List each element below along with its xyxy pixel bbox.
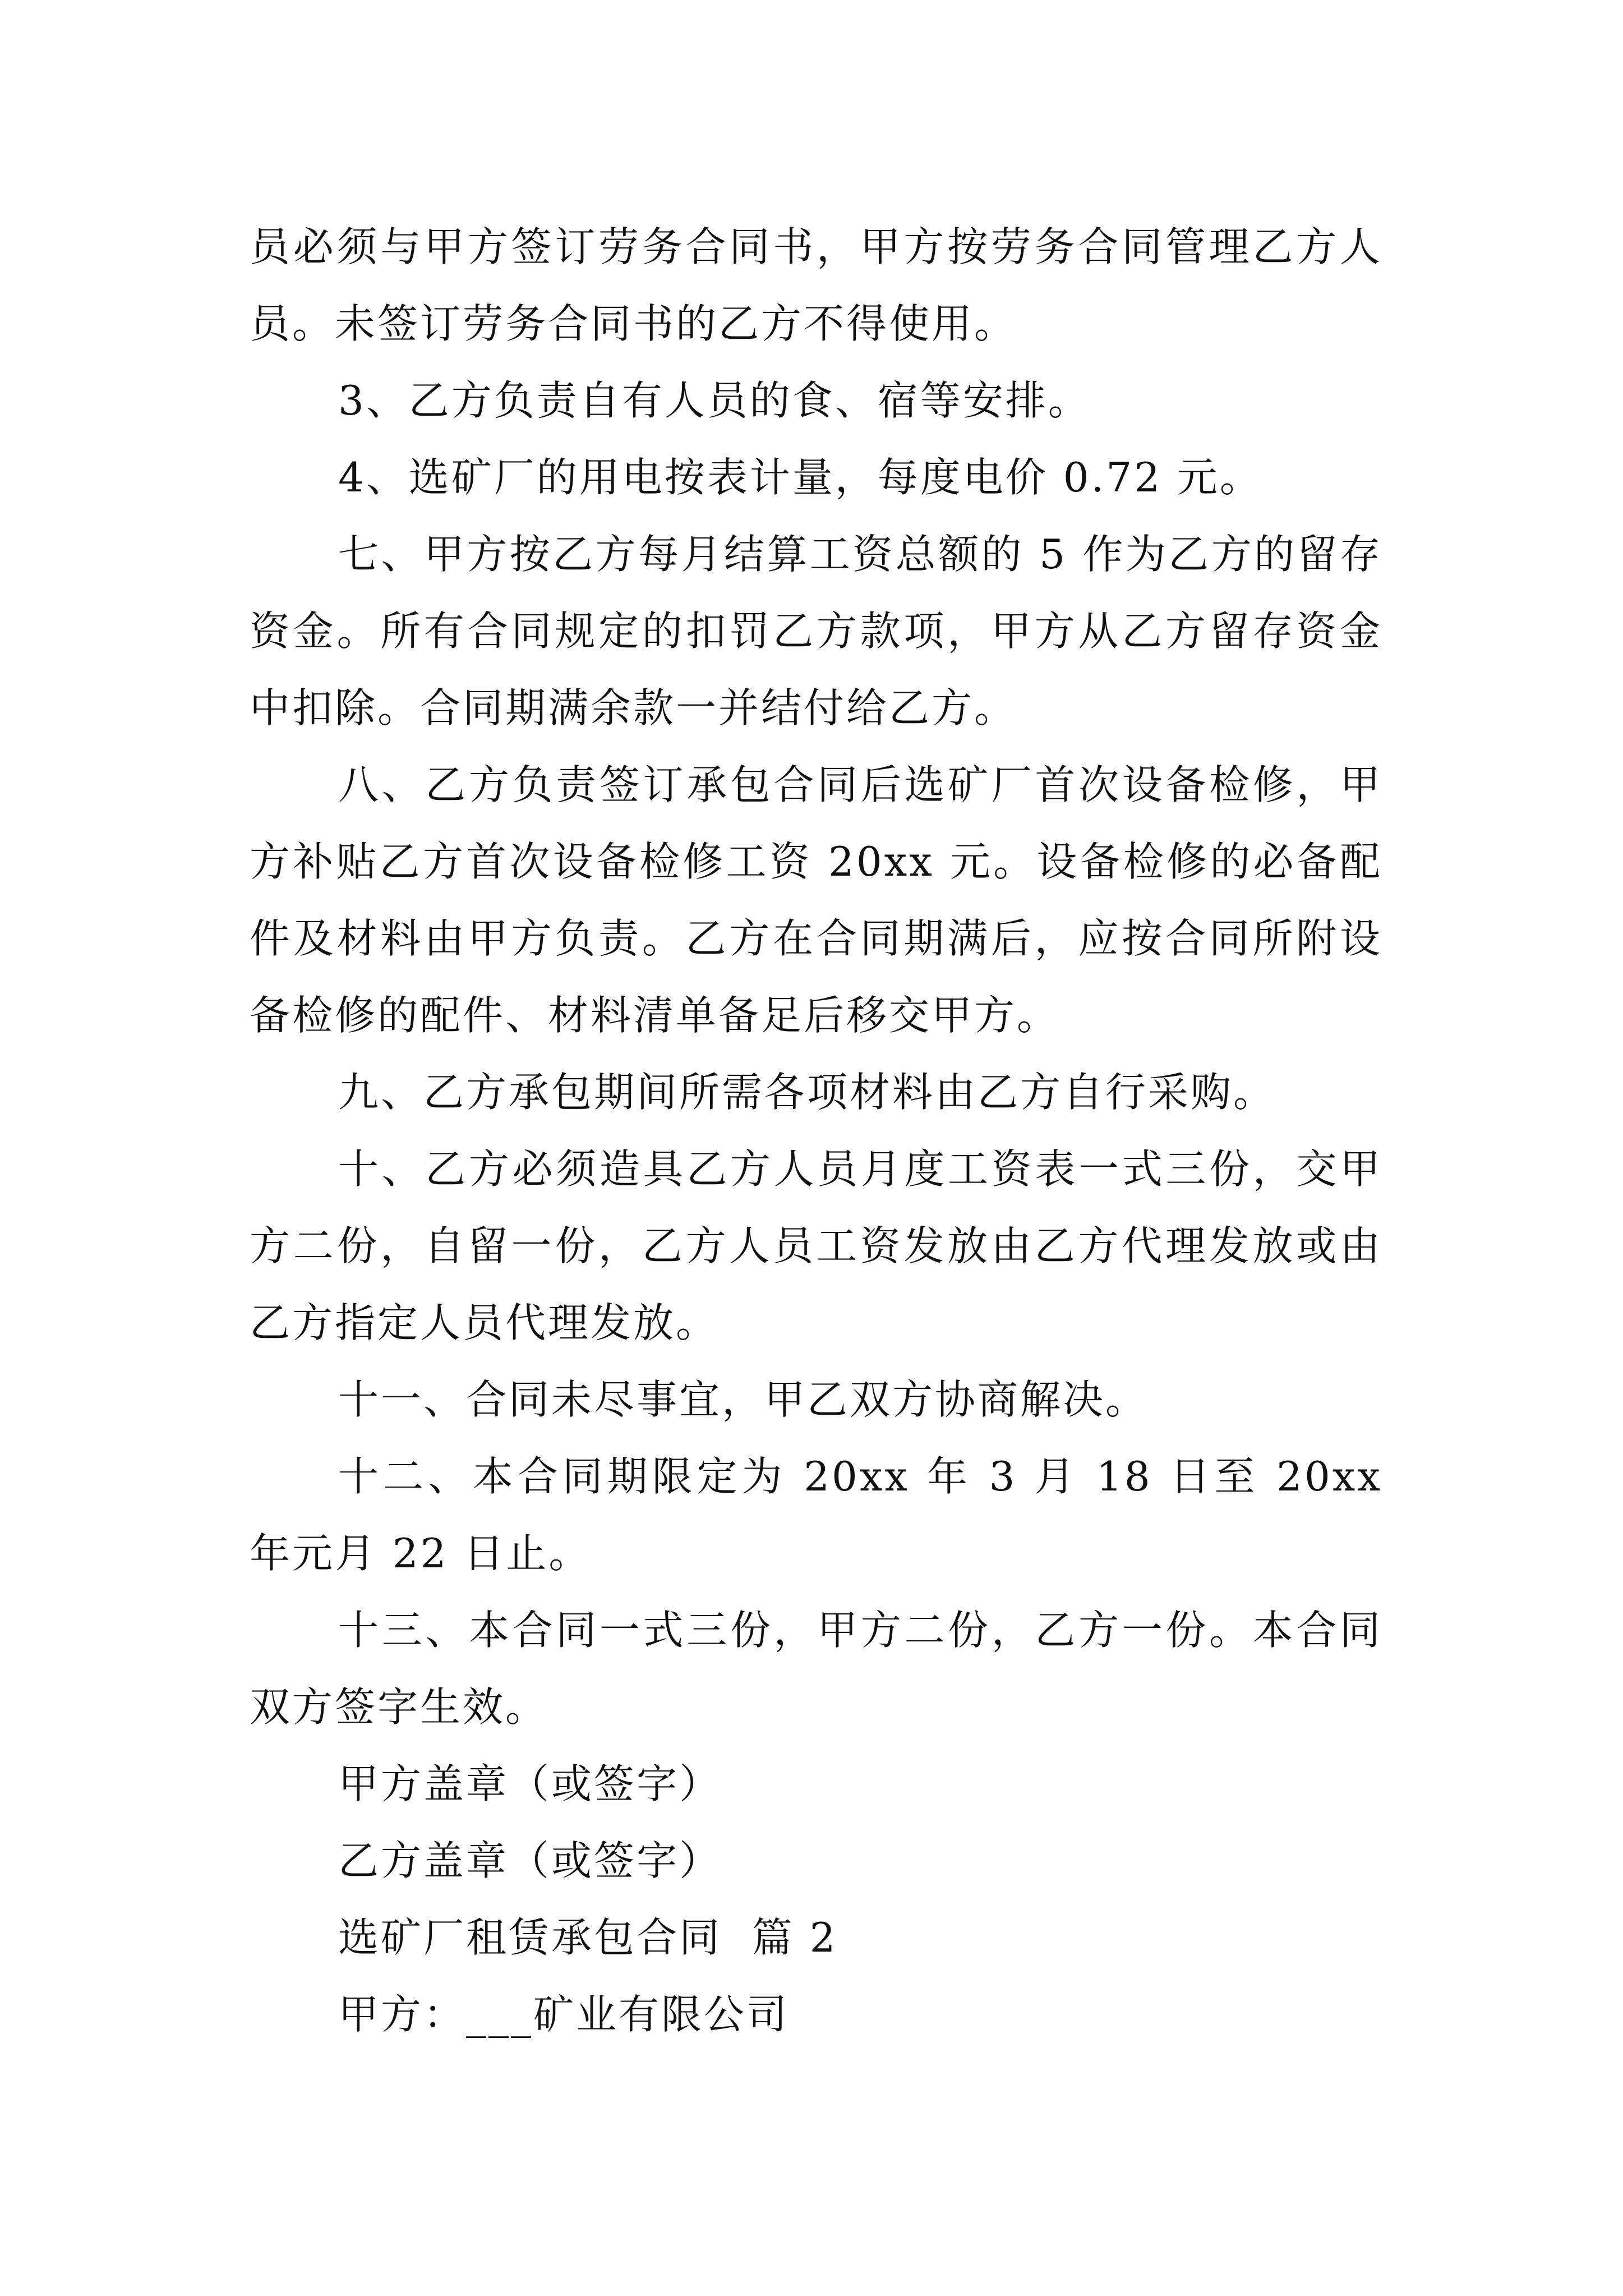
party-a-name: 甲方：___矿业有限公司 bbox=[338, 1991, 790, 2038]
article-11-unresolved-matters: 十一、合同未尽事宜，甲乙双方协商解决。 bbox=[338, 1376, 1149, 1423]
clause-3-accommodation: 3、乙方负责自有人员的食、宿等安排。 bbox=[338, 377, 1091, 424]
article-7-retained-funds: 七、甲方按乙方每月结算工资总额的 5 作为乙方的留存资金。所有合同规定的扣罚乙方款项，甲方从乙方留存资金中扣除。合同期满余款一并结付给乙方。 bbox=[250, 531, 1382, 731]
article-13-copies: 十三、本合同一式三份，甲方二份，乙方一份。本合同双方签字生效。 bbox=[250, 1607, 1382, 1731]
section-heading-2: 选矿厂租赁承包合同 篇 2 bbox=[338, 1914, 838, 1961]
article-8-equipment-maintenance: 八、乙方负责签订承包合同后选矿厂首次设备检修，甲方补贴乙方首次设备检修工资 20xx 元。设备检修的必备配件及材料由甲方负责。乙方在合同期满后，应按合同所附设备检修的配件、材料清单备足后移交甲方。 bbox=[250, 761, 1382, 1039]
document-body bbox=[250, 209, 1398, 2053]
article-12-contract-term: 十二、本合同期限定为 20xx 年 3 月 18 日至 20xx 年元月 22 日止。 bbox=[250, 1453, 1398, 1577]
article-10-payroll: 十、乙方必须造具乙方人员月度工资表一式三份，交甲方二份，自留一份，乙方人员工资发放由乙方代理发放或由乙方指定人员代理发放。 bbox=[250, 1145, 1382, 1346]
clause-4-electricity: 4、选矿厂的用电按表计量，每度电价 0.72 元。 bbox=[338, 454, 1262, 501]
article-9-materials: 九、乙方承包期间所需各项材料由乙方自行采购。 bbox=[338, 1069, 1276, 1116]
paragraph-labor-contract: 员必须与甲方签订劳务合同书，甲方按劳务合同管理乙方人员。未签订劳务合同书的乙方不得使用。 bbox=[250, 223, 1382, 347]
party-a-signature-line: 甲方盖章（或签字） bbox=[338, 1760, 722, 1807]
party-b-signature-line: 乙方盖章（或签字） bbox=[338, 1837, 722, 1884]
